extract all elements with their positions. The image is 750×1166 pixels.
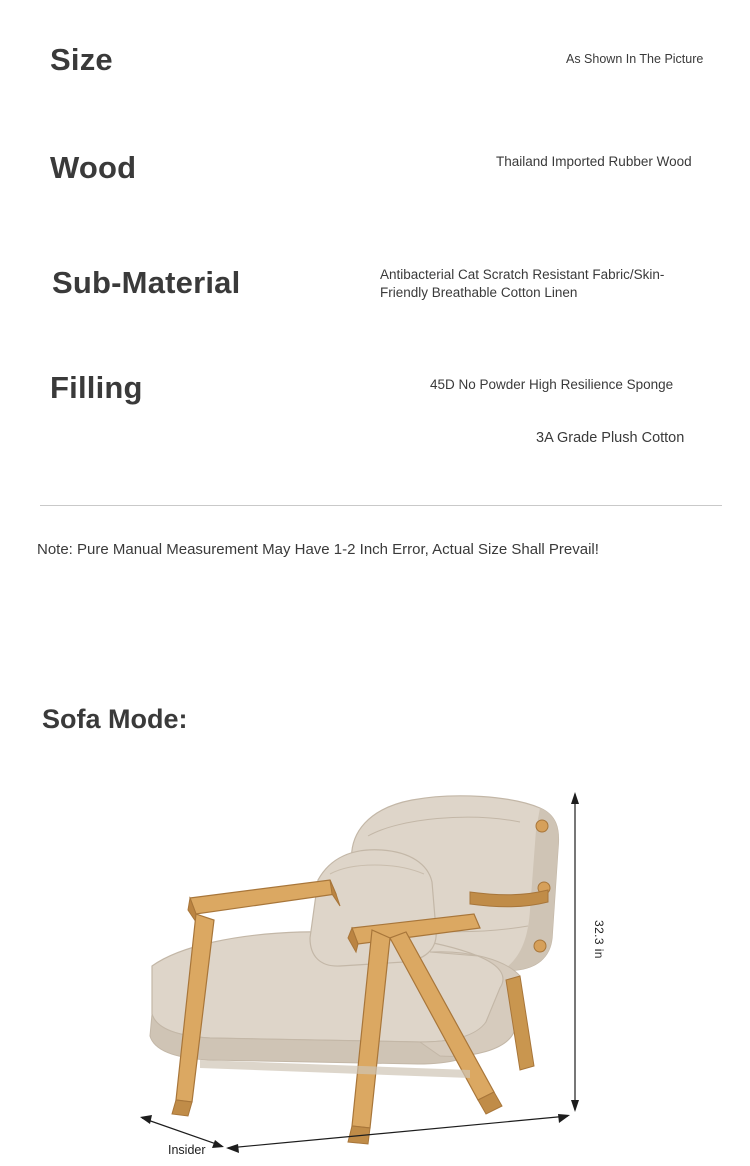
spec-label-wood: Wood (50, 150, 137, 185)
spec-label-filling: Filling (50, 370, 143, 405)
dimension-line-depth (142, 1118, 222, 1146)
page-title-sofa-mode: Sofa Mode: (42, 704, 188, 734)
dimension-arrow-right (212, 1140, 224, 1148)
sofa-illustration (0, 770, 750, 1161)
section-divider (40, 505, 722, 506)
dimension-arrow-left (140, 1115, 152, 1124)
spec-label-size: Size (50, 42, 113, 77)
dimension-arrow-down (571, 1100, 579, 1112)
spec-label-sub-material: Sub-Material (52, 265, 241, 300)
spec-value-wood: Thailand Imported Rubber Wood (496, 154, 692, 169)
dimension-label-insider: Insider (168, 1143, 206, 1157)
measurement-note: Note: Pure Manual Measurement May Have 1-2 Inch Error, Actual Size Shall Prevail! (37, 541, 599, 558)
dimension-arrow-left (226, 1144, 239, 1153)
spec-value-filling: 45D No Powder High Resilience Sponge (430, 377, 674, 392)
dimension-line-width (228, 1116, 568, 1148)
dimension-arrow-right (558, 1114, 570, 1123)
spec-value-size: As Shown In The Picture (566, 52, 704, 66)
leg-foot (172, 1100, 192, 1116)
dimension-label-height: 32.3 in (592, 920, 606, 959)
spec-value-filling-secondary: 3A Grade Plush Cotton (536, 430, 685, 446)
spec-value-sub-material: Antibacterial Cat Scratch Resistant Fabric/Skin-Friendly Breathable Cotton Linen (380, 267, 665, 301)
dimension-arrow-up (571, 792, 579, 804)
sofa-diagram-svg (0, 770, 750, 1161)
wood-button (534, 940, 546, 952)
wood-button (536, 820, 548, 832)
